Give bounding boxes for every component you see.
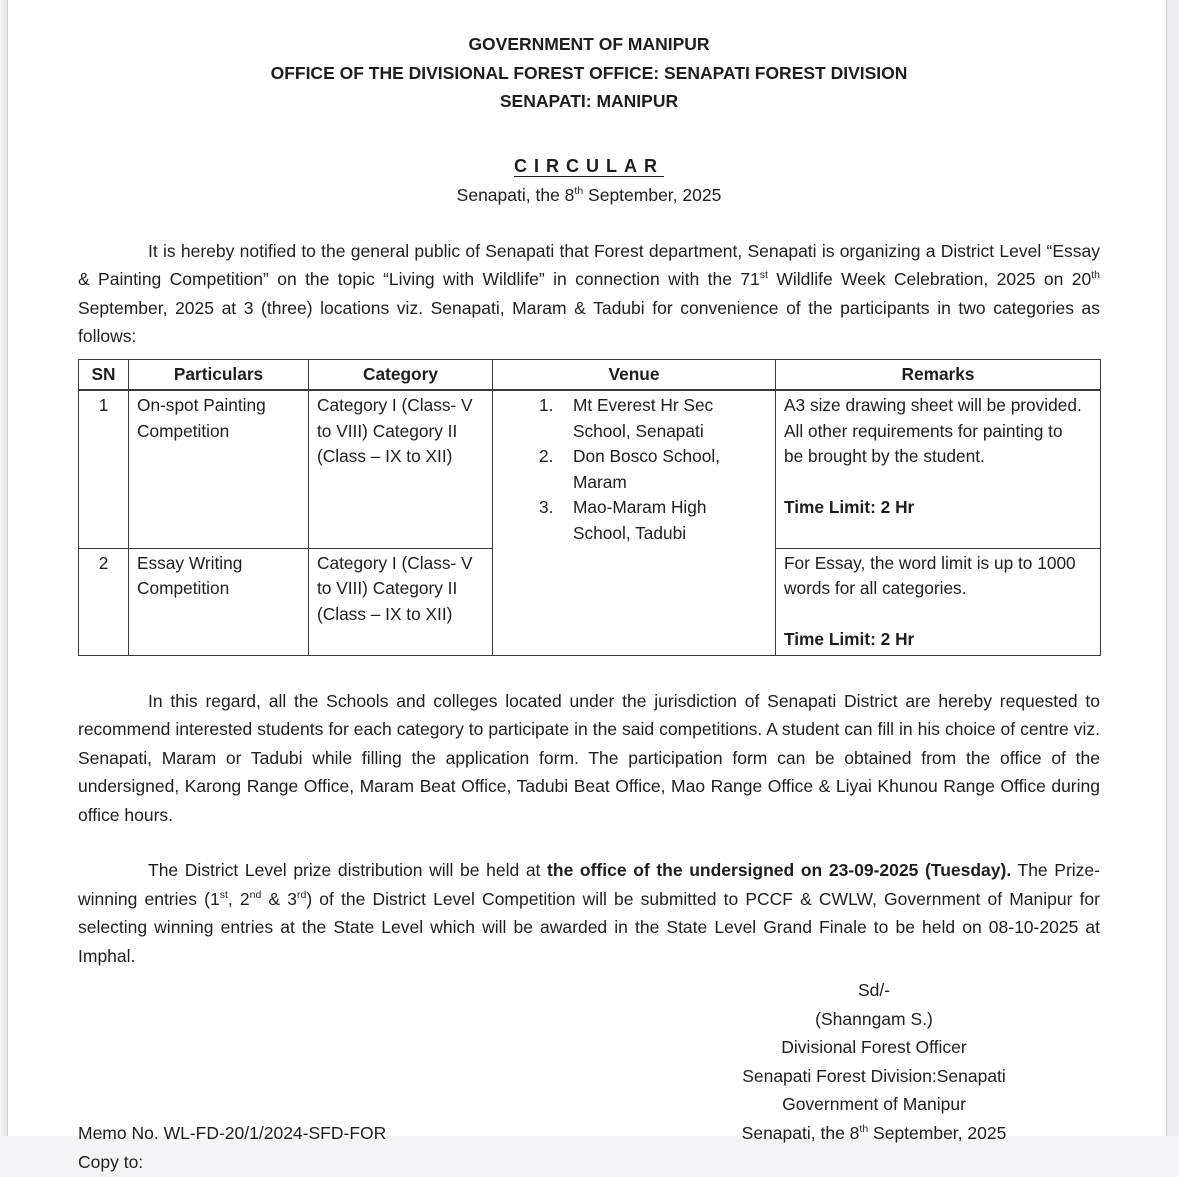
- venue-item-text: Mt Everest Hr Sec School, Senapati: [573, 395, 714, 441]
- venue-item-text: Mao-Maram High School, Tadubi: [573, 497, 707, 543]
- cell-remarks-painting: [776, 390, 1101, 548]
- category-line-1: Category I (Class- V to VIII): [317, 552, 473, 598]
- cell-remarks-essay: [776, 548, 1101, 655]
- column-header-sn: SN: [79, 359, 129, 390]
- page-scan-edge-right: [1166, 0, 1179, 1136]
- column-header-particulars: Particulars: [129, 359, 309, 390]
- paragraph-prize-distribution: The District Level prize distribution will be held at the office of the undersigned on 23-09-2025 (Tuesday). The Prize-winning entries (1st, 2nd & 3rd) of the District Level Competition will be submitted to PCCF & CWLW, Government of Manipur for selecting winning entries at the State Level which will be awarded in the State Level Grand Finale to be held on 08-10-2025 at Imphal.: [78, 860, 1100, 966]
- signature-name: (Shanngam S.): [815, 1008, 933, 1029]
- table-header-row: [79, 359, 1101, 390]
- signature-date-line: Senapati, the 8th September, 2025: [741, 1122, 1007, 1143]
- letterhead-government: GOVERNMENT OF MANIPUR: [468, 34, 710, 54]
- cell-sn-1: 1: [79, 390, 129, 548]
- signature-sd: Sd/-: [857, 980, 891, 1000]
- paragraph-participation: In this regard, all the Schools and colleges located under the jurisdiction of Senapati District are hereby requested to recommend interested students for each category to participate in the said competitions. A student can fill in his choice of centre viz. Senapati, Maram or Tadubi while filling the application form. The participation form can be obtained from the office of the undersigned, Karong Range Office, Maram Beat Office, Tadubi Beat Office, Mao Range Office & Liyai Khunou Range Office during office hours.: [78, 690, 1100, 825]
- signature-division: Senapati Forest Division:Senapati: [742, 1065, 1006, 1086]
- cell-sn-2: 2: [79, 548, 129, 655]
- venue-item-number: 1.: [539, 395, 554, 415]
- footer-row: [78, 1119, 1100, 1148]
- column-header-venue: Venue: [493, 359, 776, 390]
- table-row-painting: [79, 390, 1101, 548]
- category-line-2: Category II (Class – IX to XII): [317, 420, 458, 466]
- category-line-2: Category II (Class – IX to XII): [317, 578, 458, 624]
- cell-category-painting: [309, 390, 493, 548]
- remarks-text: For Essay, the word limit is up to 1000 words for all categories.: [784, 552, 1076, 598]
- column-header-category: Category: [309, 359, 493, 390]
- competition-table: [78, 359, 1101, 656]
- cell-venue-list: [493, 390, 776, 655]
- paragraph-notification: It is hereby notified to the general public of Senapati that Forest department, Senapati is organizing a District Level “Essay & Painting Competition” on the topic “Living with Wildlife” in connection with the 71st Wildlife Week Celebration, 2025 on 20th September, 2025 at 3 (three) locations viz. Senapati, Maram & Tadubi for convenience of the participants in two categories as follows:: [78, 240, 1100, 346]
- signature-block: [664, 976, 1084, 1119]
- document-content: [78, 30, 1100, 1177]
- venue-item-text: Don Bosco School, Maram: [573, 446, 720, 492]
- venue-item-number: 2.: [539, 446, 554, 466]
- time-limit-essay: Time Limit: 2 Hr: [784, 629, 915, 649]
- signature-government: Government of Manipur: [782, 1094, 966, 1114]
- time-limit-painting: Time Limit: 2 Hr: [784, 497, 915, 517]
- letterhead-place: SENAPATI: MANIPUR: [499, 91, 679, 111]
- column-header-remarks: Remarks: [776, 359, 1101, 390]
- circular-title: CIRCULAR: [514, 155, 664, 176]
- copy-to-label: Copy to:: [78, 1152, 144, 1172]
- cell-particulars-painting: On-spot Painting Competition: [129, 390, 309, 548]
- circular-date-line: Senapati, the 8th September, 2025: [456, 184, 722, 205]
- venue-item: [539, 444, 767, 495]
- remarks-text: A3 size drawing sheet will be provided. All other requirements for painting to be brought by the student.: [784, 395, 1082, 466]
- memo-number: Memo No. WL-FD-20/1/2024-SFD-FOR: [78, 1122, 387, 1143]
- venue-item: [539, 393, 767, 444]
- letterhead: [78, 30, 1100, 116]
- cell-category-essay: [309, 548, 493, 655]
- letterhead-office: OFFICE OF THE DIVISIONAL FOREST OFFICE: SENAPATI FOREST DIVISION: [270, 62, 908, 83]
- page-scan-edge-left: [0, 0, 8, 1136]
- category-line-1: Category I (Class- V to VIII): [317, 395, 473, 441]
- cell-particulars-essay: Essay Writing Competition: [129, 548, 309, 655]
- venue-item: [539, 495, 767, 546]
- signature-designation: Divisional Forest Officer: [781, 1037, 967, 1057]
- venue-item-number: 3.: [539, 497, 554, 517]
